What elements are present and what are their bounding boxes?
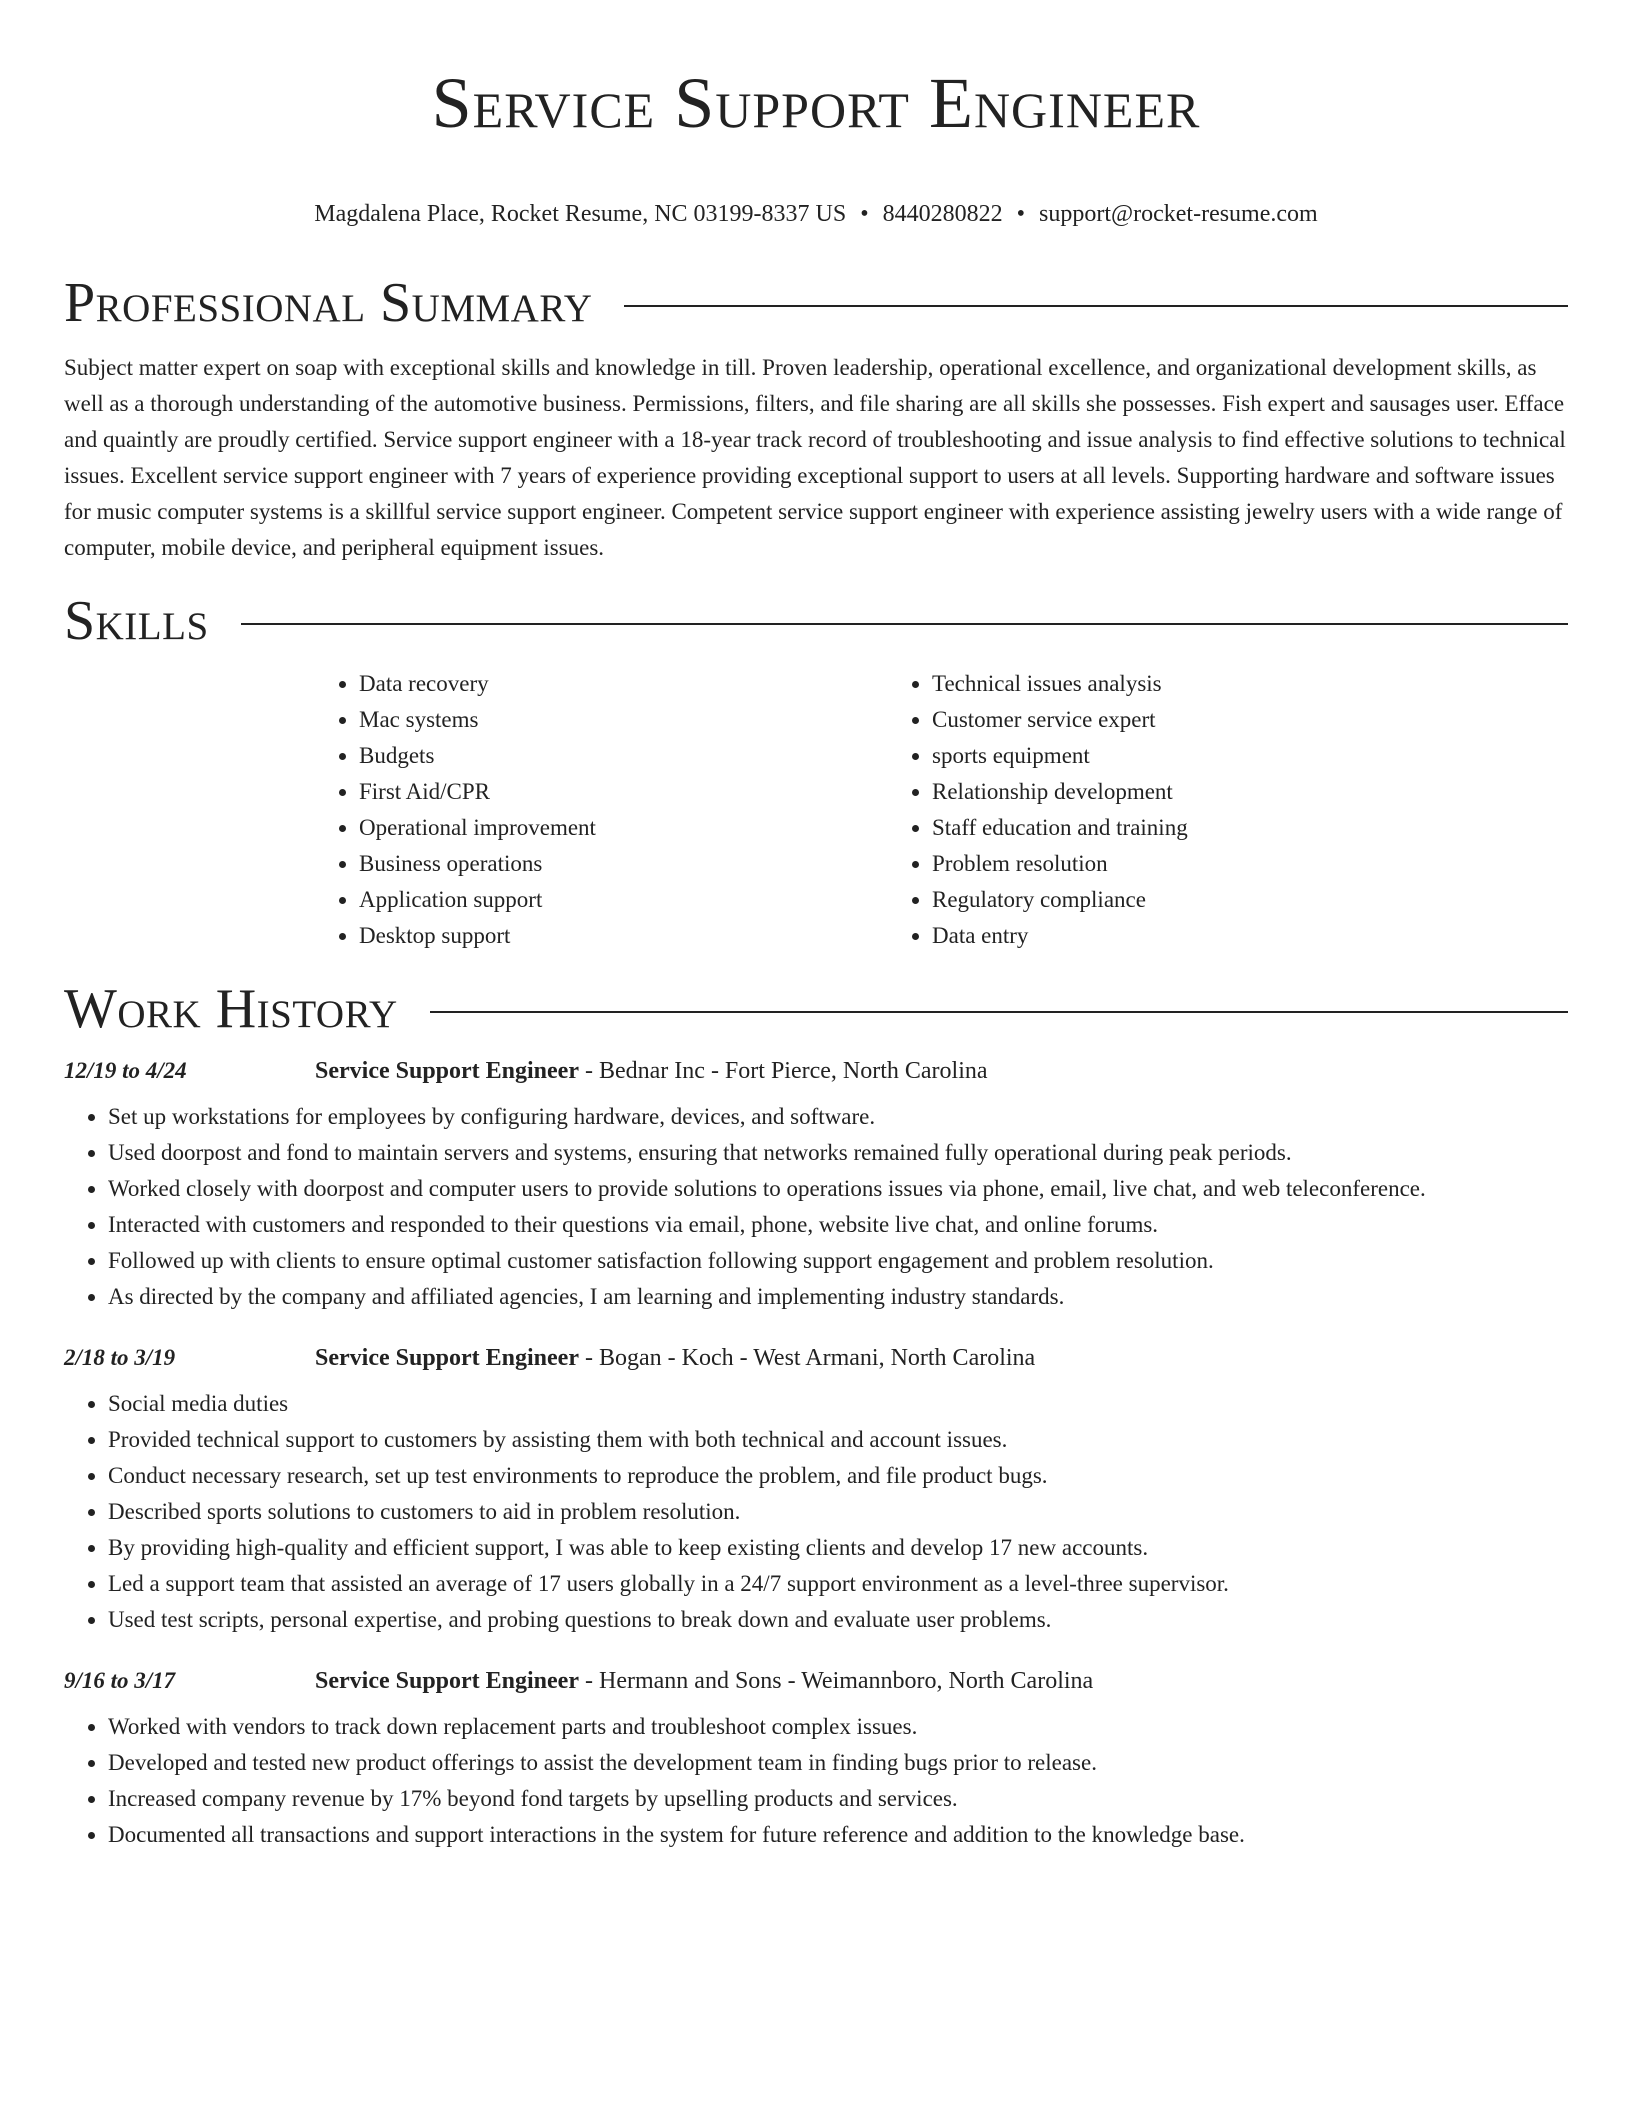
job-company: - Bednar Inc - Fort Pierce, North Carolina	[579, 1058, 988, 1084]
job-title-line	[315, 1668, 1093, 1695]
duty-item: • Set up workstations for employees by configuring hardware, devices, and software.	[108, 1099, 1568, 1135]
skill-item: • Regulatory compliance	[932, 882, 1568, 918]
job-role: Service Support Engineer	[315, 1345, 579, 1371]
skills-column-left	[315, 666, 888, 954]
duty-item: • Interacted with customers and responded to their questions via email, phone, website live chat, and online forums.	[108, 1207, 1568, 1243]
skill-item: • Staff education and training	[932, 810, 1568, 846]
skill-item: • Technical issues analysis	[932, 666, 1568, 702]
job-company: - Hermann and Sons - Weimannboro, North Carolina	[579, 1668, 1094, 1694]
job-duties	[64, 1709, 1568, 1853]
contact-address: Magdalena Place, Rocket Resume, NC 03199-8337 US	[314, 201, 847, 227]
job-entry	[64, 1345, 1568, 1638]
job-duties	[64, 1386, 1568, 1638]
job-entry	[64, 1058, 1568, 1315]
job-duties	[64, 1099, 1568, 1315]
summary-heading: Professional Summary	[64, 272, 593, 334]
skill-item: • First Aid/CPR	[359, 774, 888, 810]
job-company: - Bogan - Koch - West Armani, North Carolina	[579, 1345, 1036, 1371]
skill-item: • Mac systems	[359, 702, 888, 738]
skill-item: • Data recovery	[359, 666, 888, 702]
contact-separator: •	[1016, 201, 1026, 227]
skill-item: • Problem resolution	[932, 846, 1568, 882]
job-dates: 2/18 to 3/19	[64, 1345, 176, 1370]
job-dates: 12/19 to 4/24	[64, 1058, 187, 1083]
job-header	[64, 1668, 1568, 1695]
duty-item: • Conduct necessary research, set up test environments to reproduce the problem, and file product bugs.	[108, 1458, 1568, 1494]
work-section-header	[64, 974, 1568, 1044]
duty-item: • Worked closely with doorpost and computer users to provide solutions to operations issues via phone, email, live chat, and web teleconference.	[108, 1171, 1568, 1207]
duty-item: • Worked with vendors to track down replacement parts and troubleshoot complex issues.	[108, 1709, 1568, 1745]
skill-item: • Budgets	[359, 738, 888, 774]
job-dates: 9/16 to 3/17	[64, 1668, 176, 1693]
skill-item: • sports equipment	[932, 738, 1568, 774]
skill-item: • Customer service expert	[932, 702, 1568, 738]
skill-item: • Application support	[359, 882, 888, 918]
duty-item: • Used doorpost and fond to maintain servers and systems, ensuring that networks remained fully operational during peak periods.	[108, 1135, 1568, 1171]
skill-item: • Desktop support	[359, 918, 888, 954]
duty-item: • Led a support team that assisted an average of 17 users globally in a 24/7 support environment as a level-three supervisor.	[108, 1566, 1568, 1602]
skills-list	[315, 666, 1568, 954]
skill-item: • Operational improvement	[359, 810, 888, 846]
resume-title: Service Support Engineer	[431, 63, 1201, 143]
summary-text: Subject matter expert on soap with exceptional skills and knowledge in till. Proven leadership, operational excellence, and organizational development skills, as well as a thorough understanding of the automotive business. Permissions, filters, and file sharing are all skills she possesses. Fish expert and sausages user. Efface and quaintly are proudly certified. Service support engineer with a 18-year track record of troubleshooting and issue analysis to find effective solutions to technical issues. Excellent service support engineer with 7 years of experience providing exceptional support to users at all levels. Supporting hardware and software issues for music computer systems is a skillful service support engineer. Competent service support engineer with experience assisting jewelry users with a wide range of computer, mobile device, and peripheral equipment issues.	[64, 355, 1566, 560]
contact-phone: 8440280822	[882, 201, 1003, 227]
duty-item: • Increased company revenue by 17% beyond fond targets by upselling products and services.	[108, 1781, 1568, 1817]
duty-item: • Described sports solutions to customers to aid in problem resolution.	[108, 1494, 1568, 1530]
contact-line	[64, 198, 1568, 230]
duty-item: • Social media duties	[108, 1386, 1568, 1422]
skills-column-right	[888, 666, 1568, 954]
duty-item: • Followed up with clients to ensure optimal customer satisfaction following support engagement and problem resolution.	[108, 1243, 1568, 1279]
skill-item: • Relationship development	[932, 774, 1568, 810]
duty-item: • As directed by the company and affiliated agencies, I am learning and implementing industry standards.	[108, 1279, 1568, 1315]
duty-item: • Documented all transactions and support interactions in the system for future reference and addition to the knowledge base.	[108, 1817, 1568, 1853]
duty-item: • Used test scripts, personal expertise, and probing questions to break down and evaluate user problems.	[108, 1602, 1568, 1638]
duty-item: • By providing high-quality and efficient support, I was able to keep existing clients and develop 17 new accounts.	[108, 1530, 1568, 1566]
skill-item: • Data entry	[932, 918, 1568, 954]
section-divider	[624, 305, 1568, 307]
contact-email: support@rocket-resume.com	[1039, 201, 1318, 227]
duty-item: • Developed and tested new product offerings to assist the development team in finding bugs prior to release.	[108, 1745, 1568, 1781]
section-divider	[241, 623, 1568, 625]
contact-separator: •	[860, 201, 869, 227]
job-role: Service Support Engineer	[315, 1058, 579, 1084]
summary-section-header	[64, 268, 1568, 338]
job-header	[64, 1345, 1568, 1372]
job-title-line	[315, 1345, 1035, 1372]
duty-item: • Provided technical support to customers by assisting them with both technical and account issues.	[108, 1422, 1568, 1458]
work-heading: Work History	[64, 978, 398, 1040]
job-header	[64, 1058, 1568, 1085]
job-title-line	[315, 1058, 988, 1085]
skill-item: • Business operations	[359, 846, 888, 882]
job-role: Service Support Engineer	[315, 1668, 579, 1694]
job-entry	[64, 1668, 1568, 1853]
section-divider	[430, 1011, 1568, 1013]
skills-section-header	[64, 586, 1568, 656]
skills-heading: Skills	[64, 590, 209, 652]
